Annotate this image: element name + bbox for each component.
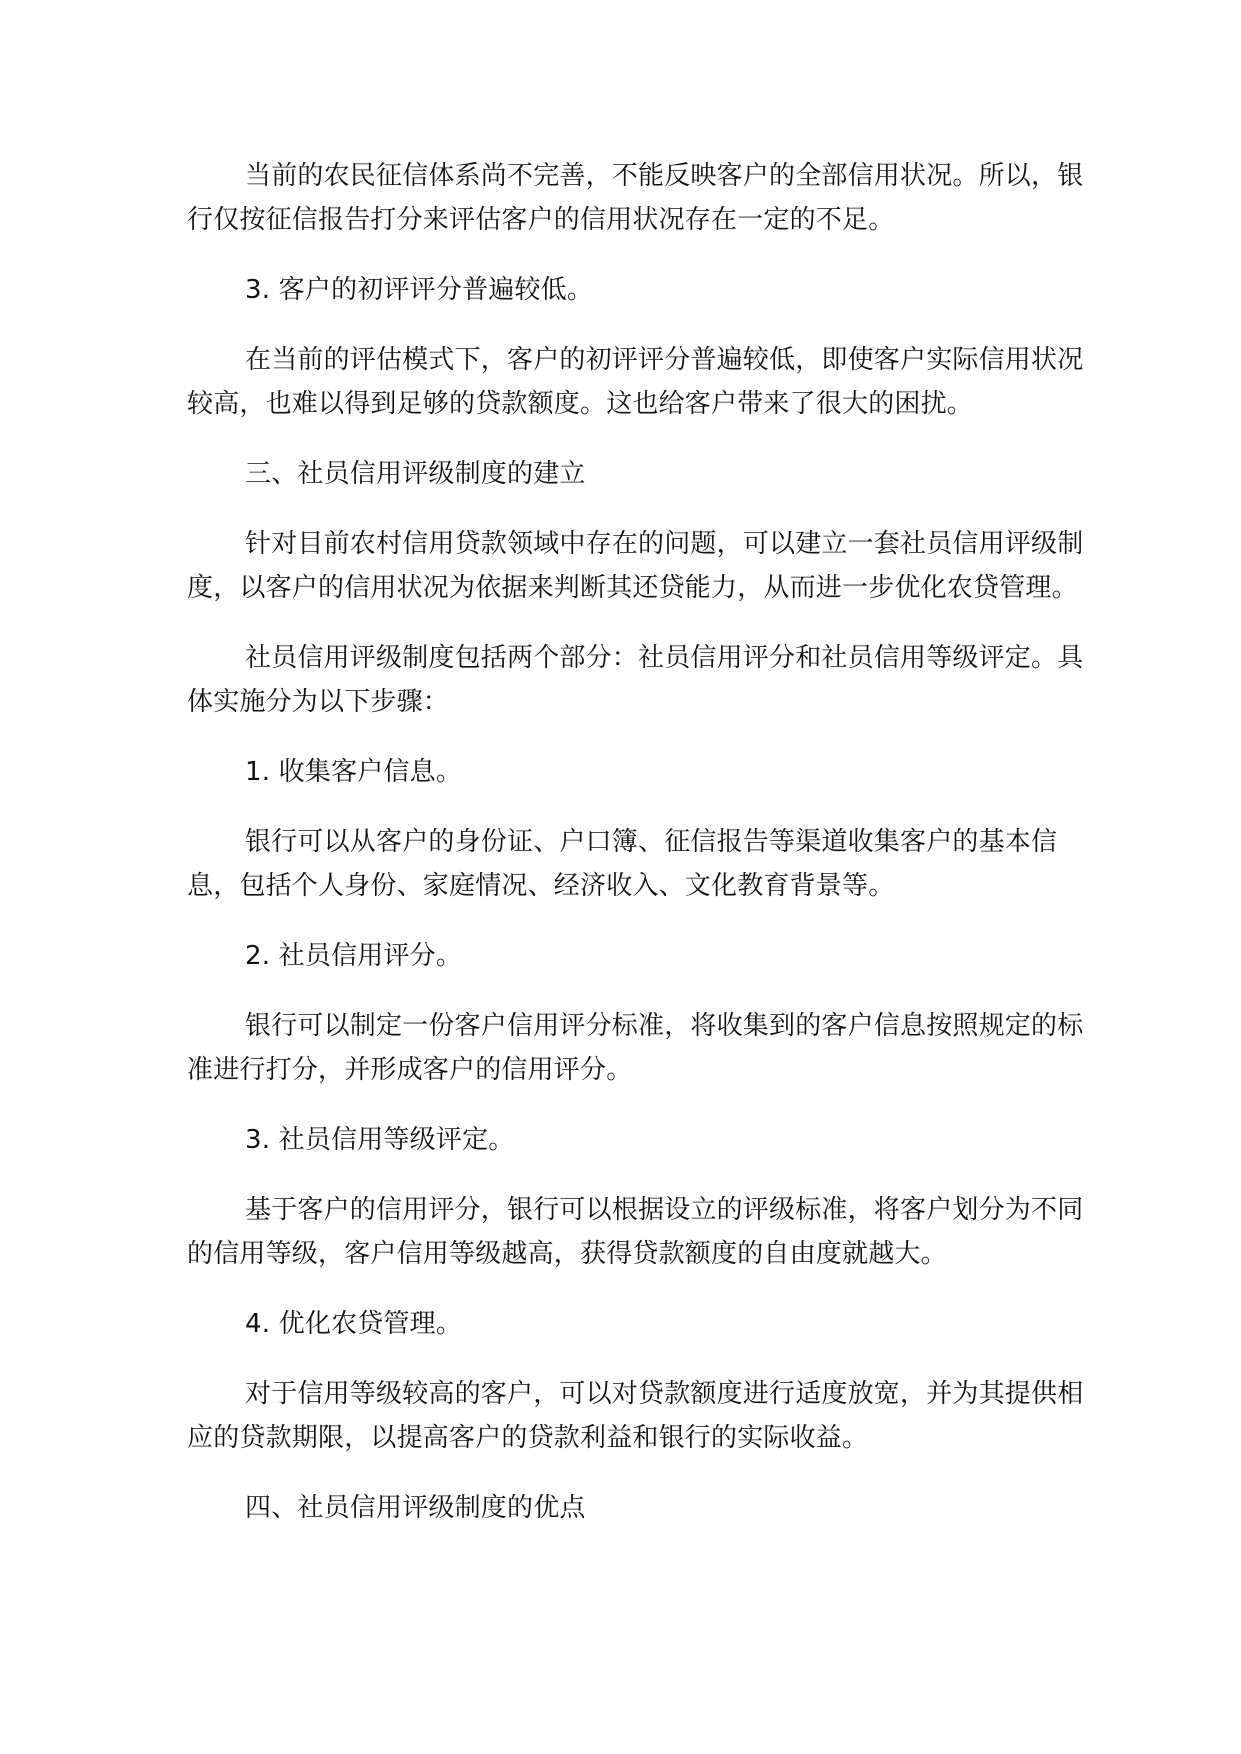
list-heading: 2. 社员信用评分。: [245, 941, 463, 971]
list-heading: 3. 社员信用等级评定。: [245, 1125, 515, 1155]
paragraph: 在当前的评估模式下，客户的初评评分普遍较低，即使客户实际信用状况较高，也难以得到足够的贷款额度。这也给客户带来了很大的困扰。: [187, 345, 1084, 419]
list-heading: 1. 收集客户信息。: [245, 757, 463, 787]
document-body: [187, 154, 1087, 1556]
paragraph: 当前的农民征信体系尚不完善，不能反映客户的全部信用状况。所以，银行仅按征信报告打分来评估客户的信用状况存在一定的不足。: [187, 161, 1084, 235]
paragraph: 对于信用等级较高的客户，可以对贷款额度进行适度放宽，并为其提供相应的贷款期限，以提高客户的贷款利益和银行的实际收益。: [187, 1379, 1084, 1453]
list-heading: 3. 客户的初评评分普遍较低。: [245, 275, 594, 305]
list-heading: 4. 优化农贷管理。: [245, 1309, 463, 1339]
section-heading: 三、社员信用评级制度的建立: [245, 459, 586, 489]
paragraph: 针对目前农村信用贷款领域中存在的问题，可以建立一套社员信用评级制度，以客户的信用状况为依据来判断其还贷能力，从而进一步优化农贷管理。: [187, 529, 1084, 603]
paragraph: 银行可以制定一份客户信用评分标准，将收集到的客户信息按照规定的标准进行打分，并形成客户的信用评分。: [187, 1011, 1084, 1085]
paragraph: 基于客户的信用评分，银行可以根据设立的评级标准，将客户划分为不同的信用等级，客户信用等级越高，获得贷款额度的自由度就越大。: [187, 1195, 1084, 1269]
paragraph: 社员信用评级制度包括两个部分：社员信用评分和社员信用等级评定。具体实施分为以下步骤：: [187, 643, 1084, 717]
section-heading: 四、社员信用评级制度的优点: [245, 1493, 586, 1523]
paragraph: 银行可以从客户的身份证、户口簿、征信报告等渠道收集客户的基本信息，包括个人身份、家庭情况、经济收入、文化教育背景等。: [187, 827, 1058, 901]
